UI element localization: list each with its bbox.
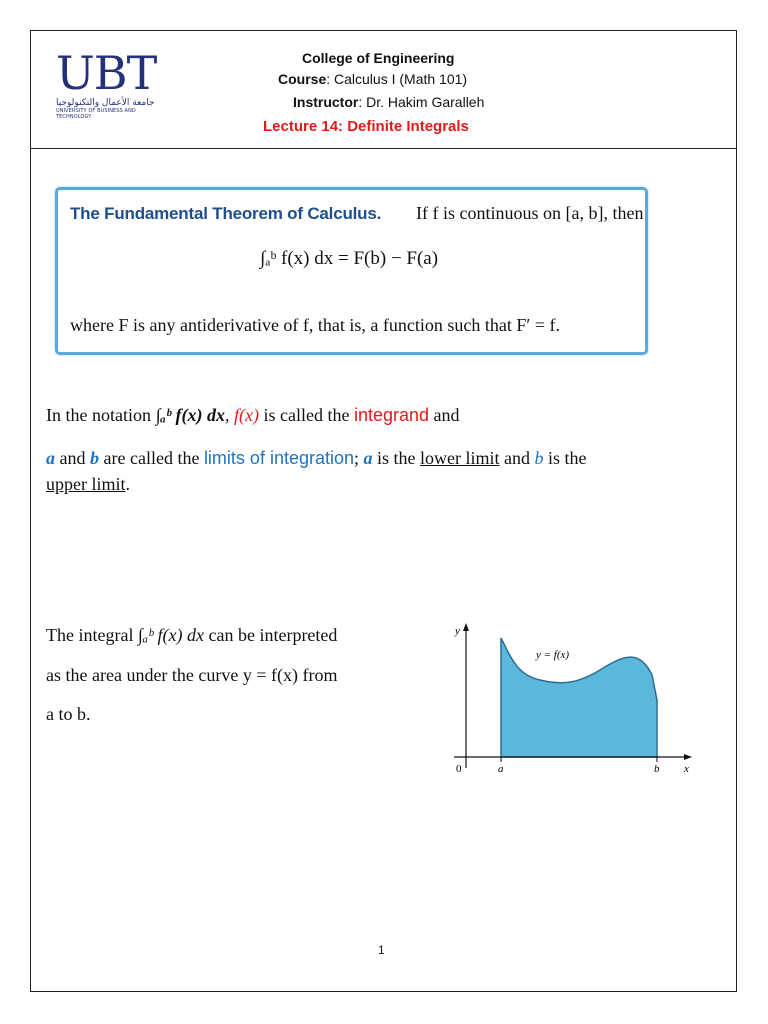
notation-text: is called the bbox=[258, 405, 354, 425]
notation-line-1 bbox=[46, 405, 460, 426]
var-b: b bbox=[534, 448, 544, 468]
var-a: a bbox=[363, 448, 373, 468]
instructor-value: : Dr. Hakim Garalleh bbox=[358, 94, 485, 110]
notation-integral: ∫ₐᵇ f(x) dx bbox=[155, 405, 225, 425]
theorem-box bbox=[55, 187, 648, 355]
logo-english-text: UNIVERSITY OF BUSINESS AND TECHNOLOGY bbox=[56, 108, 136, 120]
logo-arabic-text: جامعة الأعمال والتكنولوجيا bbox=[56, 98, 155, 108]
lower-limit-term: lower limit bbox=[420, 448, 500, 468]
area-line-3: a to b. bbox=[46, 704, 91, 724]
notation-text: In the notation bbox=[46, 405, 156, 425]
curve-label: y = f(x) bbox=[536, 649, 570, 661]
var-a: a bbox=[46, 448, 55, 468]
notation-text: is the bbox=[543, 448, 587, 468]
notation-text: and bbox=[499, 448, 535, 468]
integrand-fx: f(x) bbox=[234, 405, 259, 425]
notation-text: ; bbox=[354, 448, 364, 468]
instructor-line bbox=[293, 94, 484, 110]
notation-text: is the bbox=[372, 448, 421, 468]
limits-of-integration-term: limits of integration bbox=[203, 448, 355, 468]
b-label: b bbox=[654, 763, 660, 775]
area-region bbox=[501, 638, 657, 757]
x-axis-arrow-icon bbox=[684, 754, 692, 760]
area-under-curve-graph bbox=[440, 620, 710, 780]
theorem-condition: If f is continuous on [a, b], then bbox=[416, 203, 644, 223]
page-frame bbox=[30, 30, 737, 992]
lecture-title: Lecture 14: Definite Integrals bbox=[263, 118, 469, 135]
x-axis-label: x bbox=[684, 763, 689, 775]
course-value: : Calculus I (Math 101) bbox=[326, 71, 468, 87]
logo-text: UBT bbox=[56, 46, 157, 100]
notation-line-2 bbox=[46, 448, 587, 469]
header-divider bbox=[30, 148, 737, 149]
page-number: 1 bbox=[378, 943, 385, 957]
notation-text: are called the bbox=[99, 448, 204, 468]
y-axis-arrow-icon bbox=[463, 623, 469, 631]
area-text: can be interpreted bbox=[203, 625, 338, 645]
upper-limit-term: upper limit bbox=[46, 474, 126, 494]
college-title: College of Engineering bbox=[302, 50, 455, 66]
theorem-title: The Fundamental Theorem of Calculus. bbox=[70, 204, 382, 223]
theorem-formula: ∫ₐᵇ f(x) dx = F(b) − F(a) bbox=[260, 248, 439, 269]
var-b: b bbox=[90, 448, 99, 468]
instructor-label: Instructor bbox=[293, 94, 359, 110]
notation-text: . bbox=[125, 474, 130, 494]
course-label: Course bbox=[278, 71, 327, 87]
integrand-term: integrand bbox=[353, 405, 430, 425]
notation-line-3 bbox=[46, 474, 130, 495]
origin-label: 0 bbox=[456, 763, 462, 775]
theorem-where-text: where F is any antiderivative of f, that is, a function such that F′ = f. bbox=[70, 315, 560, 335]
area-text: The integral bbox=[46, 625, 138, 645]
ubt-logo bbox=[56, 46, 166, 120]
area-line-2: as the area under the curve y = f(x) from bbox=[46, 665, 338, 685]
notation-text: , bbox=[225, 405, 234, 425]
course-line bbox=[278, 71, 467, 87]
notation-text: and bbox=[429, 405, 460, 425]
area-integral: ∫ₐᵇ f(x) dx bbox=[137, 625, 204, 645]
a-label: a bbox=[498, 763, 504, 775]
notation-text: and bbox=[55, 448, 90, 468]
area-line-1 bbox=[46, 625, 337, 646]
y-axis-label: y bbox=[455, 625, 460, 637]
